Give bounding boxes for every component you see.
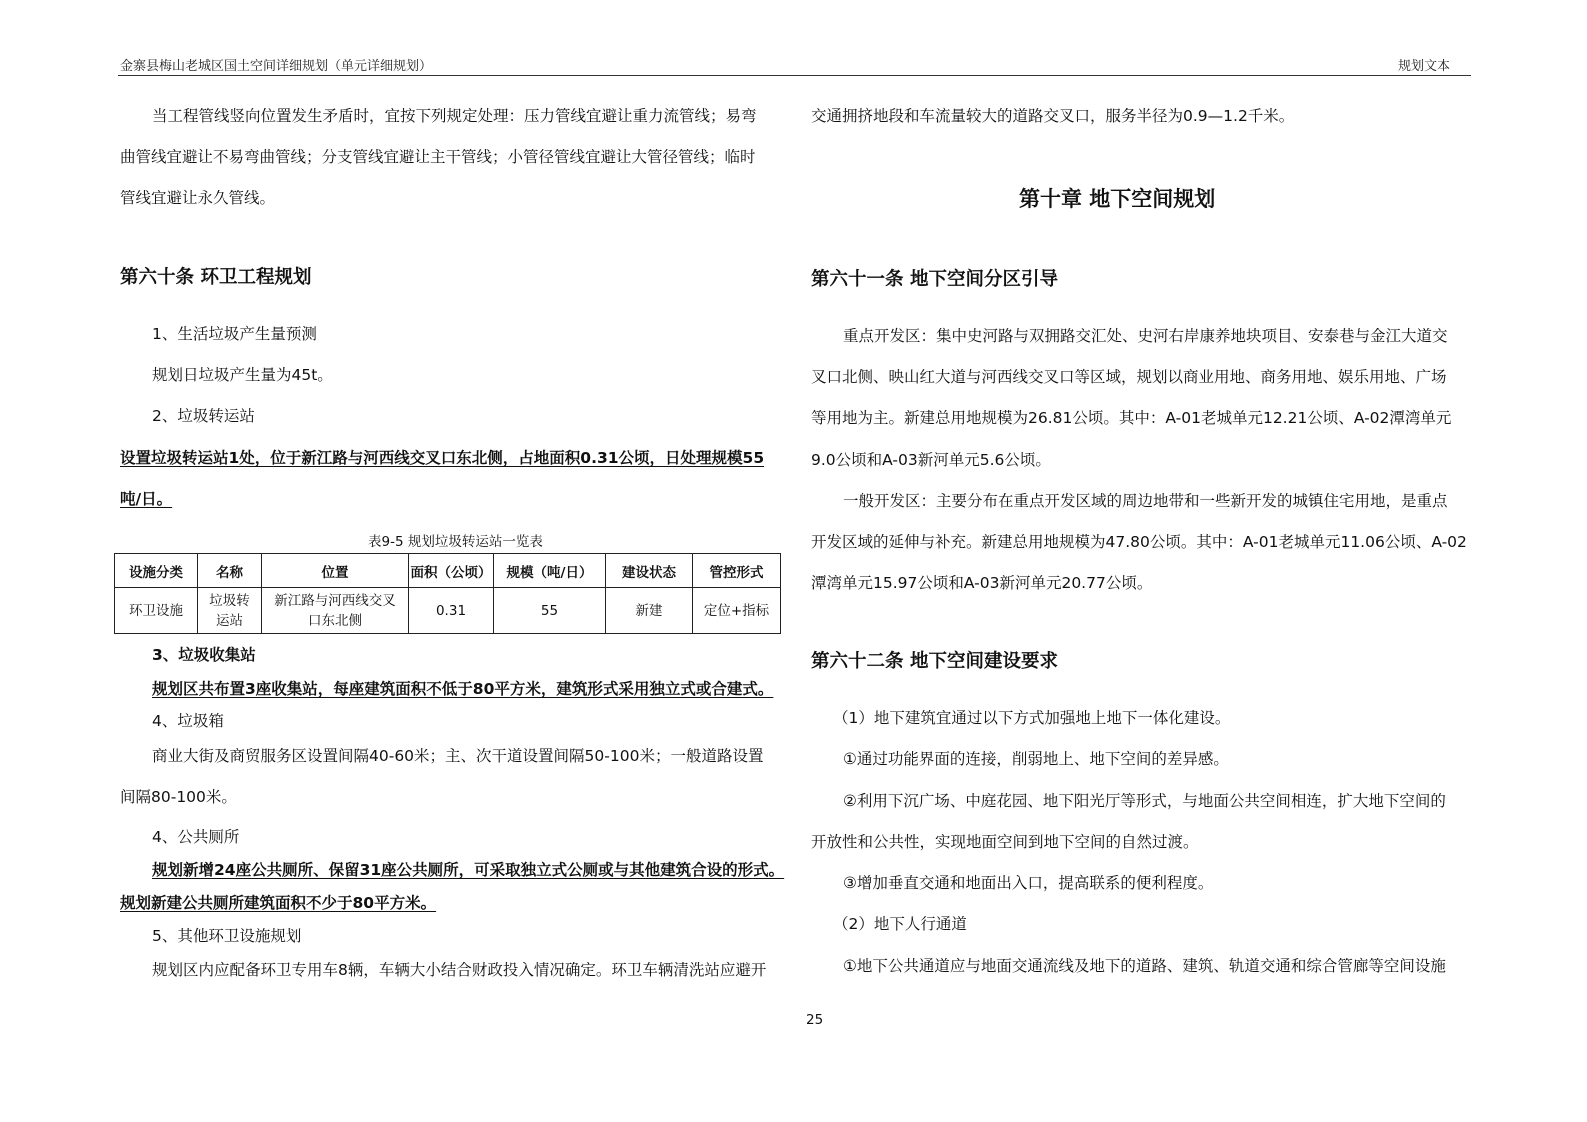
- cell-line: 新江路与河西线交叉: [274, 592, 396, 609]
- section-62-heading: 第六十二条 地下空间建设要求: [811, 651, 1058, 672]
- table-header-cell: 面积（公顷）: [409, 554, 494, 588]
- table-header-cell: 管控形式: [693, 554, 781, 588]
- table-row: [115, 588, 781, 634]
- document-header-title: 金寨县梅山老城区国土空间详细规划（单元详细规划）: [120, 59, 433, 74]
- table-cell: 0.31: [409, 588, 494, 634]
- table-header-cell: 建设状态: [606, 554, 693, 588]
- body-paragraph-line: ③增加垂直交通和地面出入口，提高联系的便利程度。: [843, 874, 1214, 892]
- table-header-cell: 规模（吨/日）: [494, 554, 606, 588]
- table-cell: 55: [494, 588, 606, 634]
- body-paragraph-line: 开发区域的延伸与补充。新建总用地规模为47.80公顷。其中：A-01老城单元11.06公顷、A-02: [811, 533, 1467, 551]
- document-type-label: 规划文本: [1397, 59, 1450, 74]
- chapter-10-heading: 第十章 地下空间规划: [1019, 187, 1216, 211]
- table-cell: 新建: [606, 588, 693, 634]
- transfer-station-table: [114, 553, 781, 634]
- body-paragraph-line: 9.0公顷和A-03新河单元5.6公顷。: [811, 451, 1051, 469]
- cell-line: 运站: [216, 612, 243, 629]
- table-header-cell: 位置: [262, 554, 409, 588]
- body-paragraph-line: ②利用下沉广场、中庭花园、地下阳光厅等形式，与地面公共空间相连，扩大地下空间的: [843, 792, 1446, 810]
- cell-line: 口东北侧: [308, 612, 362, 629]
- table-cell: 定位+指标: [693, 588, 781, 634]
- item-heading: 4、公共厕所: [152, 828, 240, 846]
- body-paragraph-line: 开放性和公共性，实现地面空间到地下空间的自然过渡。: [811, 833, 1199, 851]
- table-cell: 环卫设施: [115, 588, 198, 634]
- section-60-heading: 第六十条 环卫工程规划: [120, 267, 312, 288]
- section-61-heading: 第六十一条 地下空间分区引导: [811, 269, 1058, 290]
- body-paragraph-line: ①通过功能界面的连接，削弱地上、地下空间的差异感。: [843, 750, 1229, 768]
- cell-line: 垃圾转: [209, 592, 250, 609]
- table-header-row: [115, 554, 781, 588]
- emphasized-line: 设置垃圾转运站1处，位于新江路与河西线交叉口东北侧，占地面积0.31公顷，日处理规模55: [120, 449, 765, 467]
- emphasized-line: 规划区共布置3座收集站，每座建筑面积不低于80平方米，建筑形式采用独立式或合建式。: [152, 680, 774, 698]
- item-heading: 5、其他环卫设施规划: [152, 927, 302, 945]
- body-paragraph-line: 潭湾单元15.97公顷和A-03新河单元20.77公顷。: [811, 574, 1153, 592]
- body-paragraph-line: （1）地下建筑宜通过以下方式加强地上地下一体化建设。: [833, 709, 1231, 727]
- body-paragraph-line: 重点开发区：集中史河路与双拥路交汇处、史河右岸康养地块项目、安泰巷与金江大道交: [843, 327, 1448, 345]
- body-paragraph-line: 规划日垃圾产生量为45t。: [152, 366, 333, 384]
- body-paragraph-line: 规划区内应配备环卫专用车8辆，车辆大小结合财政投入情况确定。环卫车辆清洗站应避开: [152, 961, 767, 979]
- body-paragraph-line: （2）地下人行通道: [833, 915, 967, 933]
- header-divider: [118, 75, 1471, 76]
- item-heading: 4、垃圾箱: [152, 712, 224, 730]
- item-heading: 3、垃圾收集站: [152, 646, 256, 664]
- emphasized-line: 规划新建公共厕所建筑面积不少于80平方米。: [120, 894, 437, 912]
- body-paragraph-line: 一般开发区：主要分布在重点开发区域的周边地带和一些新开发的城镇住宅用地，是重点: [843, 492, 1448, 510]
- body-paragraph-line: 等用地为主。新建总用地规模为26.81公顷。其中：A-01老城单元12.21公顷、A-02潭湾单元: [811, 409, 1452, 427]
- body-paragraph-line: 叉口北侧、映山红大道与河西线交叉口等区域，规划以商业用地、商务用地、娱乐用地、广场: [811, 368, 1447, 386]
- page-number: 25: [806, 1012, 824, 1028]
- body-paragraph-line: 管线宜避让永久管线。: [120, 189, 276, 207]
- body-paragraph-line: 交通拥挤地段和车流量较大的道路交叉口，服务半径为0.9—1.2千米。: [811, 107, 1295, 125]
- table-header-cell: 设施分类: [115, 554, 198, 588]
- body-paragraph-line: ①地下公共通道应与地面交通流线及地下的道路、建筑、轨道交通和综合管廊等空间设施: [843, 957, 1446, 975]
- item-heading: 2、垃圾转运站: [152, 407, 255, 425]
- emphasized-line: 规划新增24座公共厕所、保留31座公共厕所，可采取独立式公厕或与其他建筑合设的形式。: [152, 861, 785, 879]
- table-cell: [198, 588, 262, 634]
- body-paragraph-line: 商业大街及商贸服务区设置间隔40-60米；主、次干道设置间隔50-100米；一般道路设置: [152, 747, 764, 765]
- item-heading: 1、生活垃圾产生量预测: [152, 325, 317, 343]
- table-cell: [262, 588, 409, 634]
- table-caption: 表9-5 规划垃圾转运站一览表: [368, 534, 543, 550]
- emphasized-line: 吨/日。: [120, 490, 173, 508]
- table-header-cell: 名称: [198, 554, 262, 588]
- body-paragraph-line: 间隔80-100米。: [120, 788, 237, 806]
- body-paragraph-line: 曲管线宜避让不易弯曲管线；分支管线宜避让主干管线；小管径管线宜避让大管径管线；临时: [120, 148, 756, 166]
- body-paragraph-line: 当工程管线竖向位置发生矛盾时，宜按下列规定处理：压力管线宜避让重力流管线；易弯: [152, 107, 757, 125]
